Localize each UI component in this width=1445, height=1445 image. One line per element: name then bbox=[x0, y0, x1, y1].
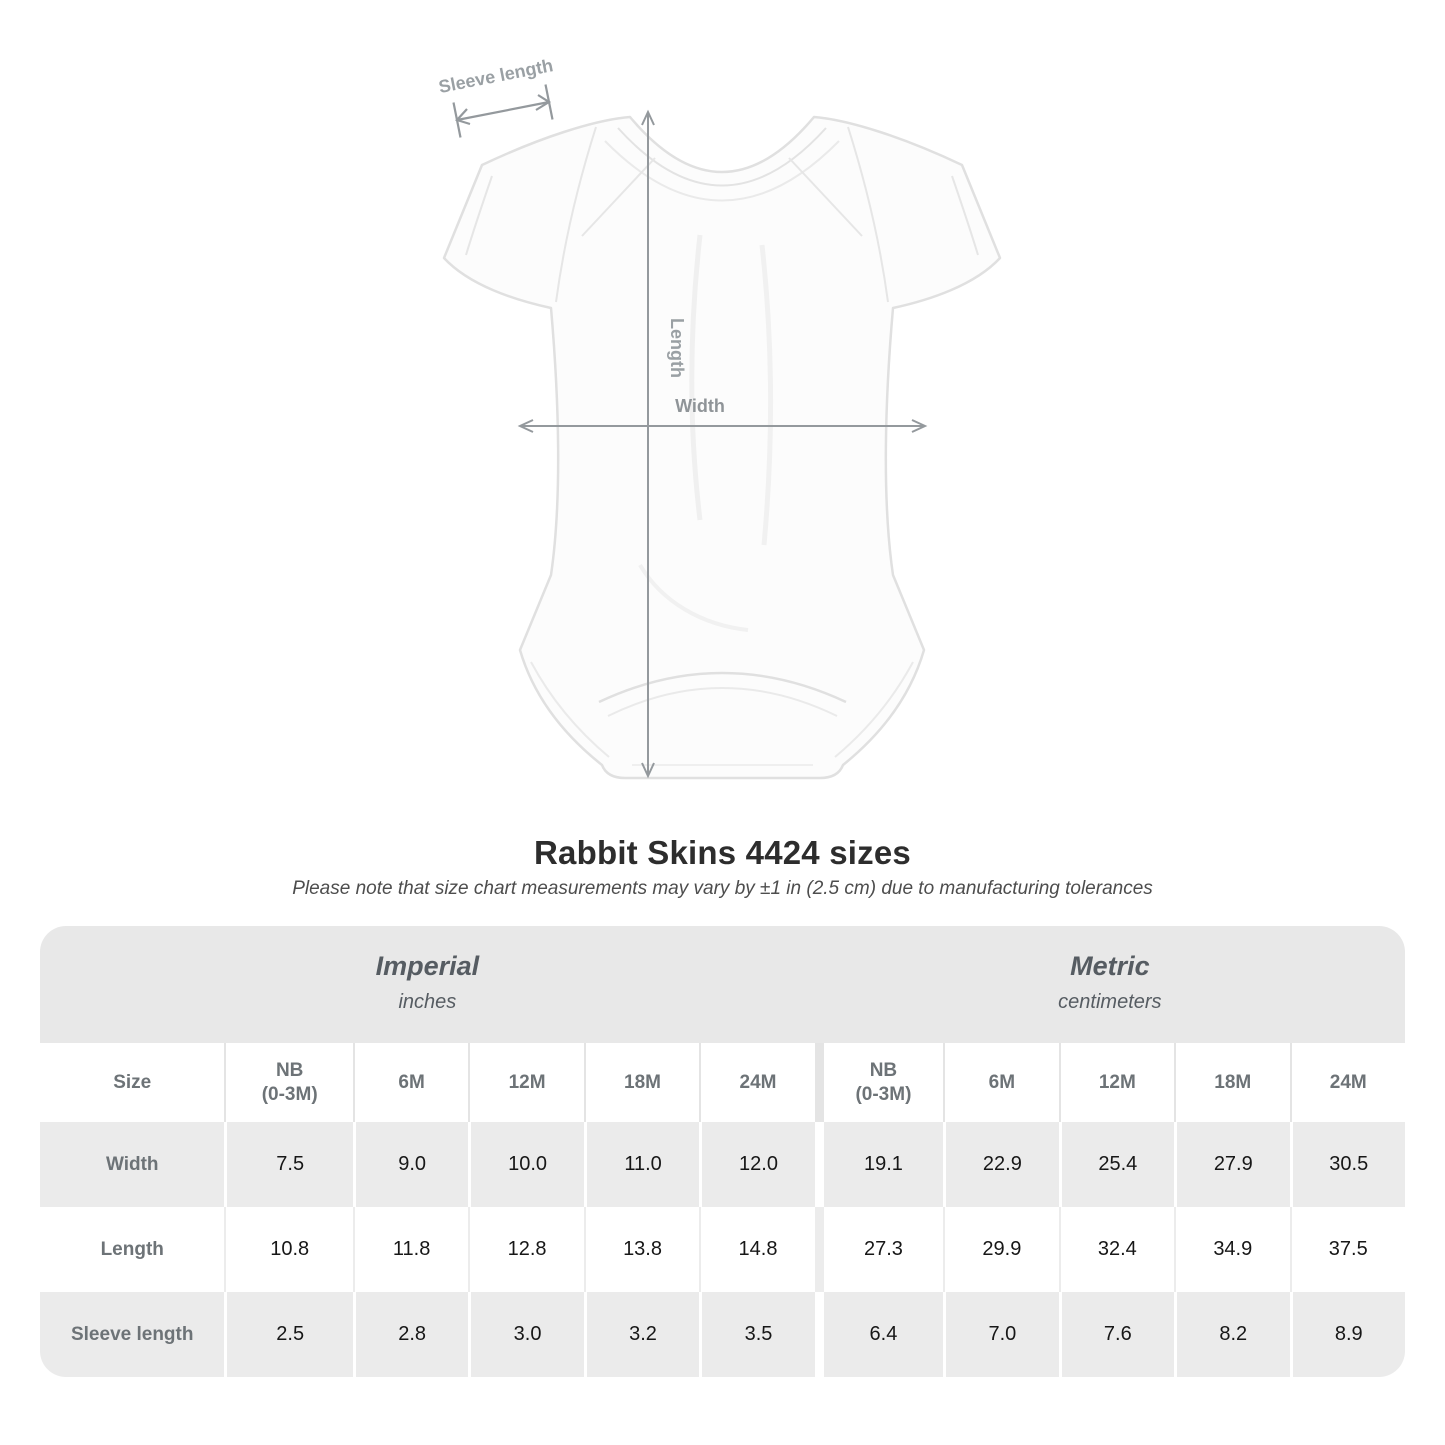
column-header-imperial-18m: 18M bbox=[584, 1043, 699, 1122]
length-value: 32.4 bbox=[1059, 1207, 1174, 1292]
size-table-container bbox=[40, 926, 1405, 1377]
sleeve-length-value: 8.9 bbox=[1290, 1292, 1405, 1377]
sleeve-length-value: 6.4 bbox=[815, 1292, 943, 1377]
sleeve-length-value: 8.2 bbox=[1174, 1292, 1289, 1377]
row-label-length: Length bbox=[40, 1207, 224, 1292]
column-header-imperial-6m: 6M bbox=[353, 1043, 468, 1122]
length-value: 14.8 bbox=[699, 1207, 814, 1292]
imperial-unit-label: inches bbox=[398, 991, 457, 1013]
column-header-metric-nb: NB (0-3M) bbox=[815, 1043, 943, 1122]
width-value: 9.0 bbox=[353, 1122, 468, 1207]
width-value: 27.9 bbox=[1174, 1122, 1289, 1207]
metric-unit-label: centimeters bbox=[1058, 991, 1162, 1013]
width-value: 10.0 bbox=[468, 1122, 583, 1207]
width-value: 30.5 bbox=[1290, 1122, 1405, 1207]
row-label-width: Width bbox=[40, 1122, 224, 1207]
sleeve-length-arrow bbox=[454, 85, 553, 138]
length-value: 34.9 bbox=[1174, 1207, 1289, 1292]
width-value: 12.0 bbox=[699, 1122, 814, 1207]
length-value: 13.8 bbox=[584, 1207, 699, 1292]
length-value: 12.8 bbox=[468, 1207, 583, 1292]
sleeve-length-value: 3.5 bbox=[699, 1292, 814, 1377]
bodysuit-outline bbox=[444, 117, 1000, 778]
width-label: Width bbox=[675, 396, 725, 416]
sleeve-length-value: 2.5 bbox=[224, 1292, 352, 1377]
sleeve-length-value: 7.6 bbox=[1059, 1292, 1174, 1377]
sleeve-length-value: 2.8 bbox=[353, 1292, 468, 1377]
column-header-metric-24m: 24M bbox=[1290, 1043, 1405, 1122]
sleeve-length-value: 3.0 bbox=[468, 1292, 583, 1377]
imperial-group-header bbox=[40, 926, 815, 1043]
length-value: 27.3 bbox=[815, 1207, 943, 1292]
width-value: 11.0 bbox=[584, 1122, 699, 1207]
length-value: 37.5 bbox=[1290, 1207, 1405, 1292]
width-value: 22.9 bbox=[943, 1122, 1058, 1207]
size-column-header: Size bbox=[40, 1043, 224, 1122]
sleeve-length-label: Sleeve length bbox=[436, 55, 555, 97]
size-note: Please note that size chart measurements may vary by ±1 in (2.5 cm) due to manufacturing tolerances bbox=[292, 878, 1153, 899]
length-value: 29.9 bbox=[943, 1207, 1058, 1292]
length-value: 11.8 bbox=[353, 1207, 468, 1292]
width-row bbox=[40, 1122, 1405, 1207]
page-title: Rabbit Skins 4424 sizes bbox=[534, 834, 911, 871]
length-label: Length bbox=[667, 318, 687, 378]
metric-group-header bbox=[815, 926, 1405, 1043]
width-value: 25.4 bbox=[1059, 1122, 1174, 1207]
column-header-imperial-nb: NB (0-3M) bbox=[224, 1043, 352, 1122]
width-value: 19.1 bbox=[815, 1122, 943, 1207]
length-row bbox=[40, 1207, 1405, 1292]
column-header-metric-12m: 12M bbox=[1059, 1043, 1174, 1122]
row-label-sleeve-length: Sleeve length bbox=[40, 1292, 224, 1377]
column-header-metric-18m: 18M bbox=[1174, 1043, 1289, 1122]
length-value: 10.8 bbox=[224, 1207, 352, 1292]
size-header-row bbox=[40, 1043, 1405, 1122]
column-header-imperial-24m: 24M bbox=[699, 1043, 814, 1122]
sleeve-length-value: 7.0 bbox=[943, 1292, 1058, 1377]
imperial-label: Imperial bbox=[375, 951, 480, 981]
size-table bbox=[40, 926, 1405, 1377]
width-value: 7.5 bbox=[224, 1122, 352, 1207]
column-header-imperial-12m: 12M bbox=[468, 1043, 583, 1122]
sleeve-length-row bbox=[40, 1292, 1405, 1377]
metric-label: Metric bbox=[1070, 951, 1150, 981]
sleeve-length-value: 3.2 bbox=[584, 1292, 699, 1377]
unit-band-row bbox=[40, 926, 1405, 1043]
column-header-metric-6m: 6M bbox=[943, 1043, 1058, 1122]
